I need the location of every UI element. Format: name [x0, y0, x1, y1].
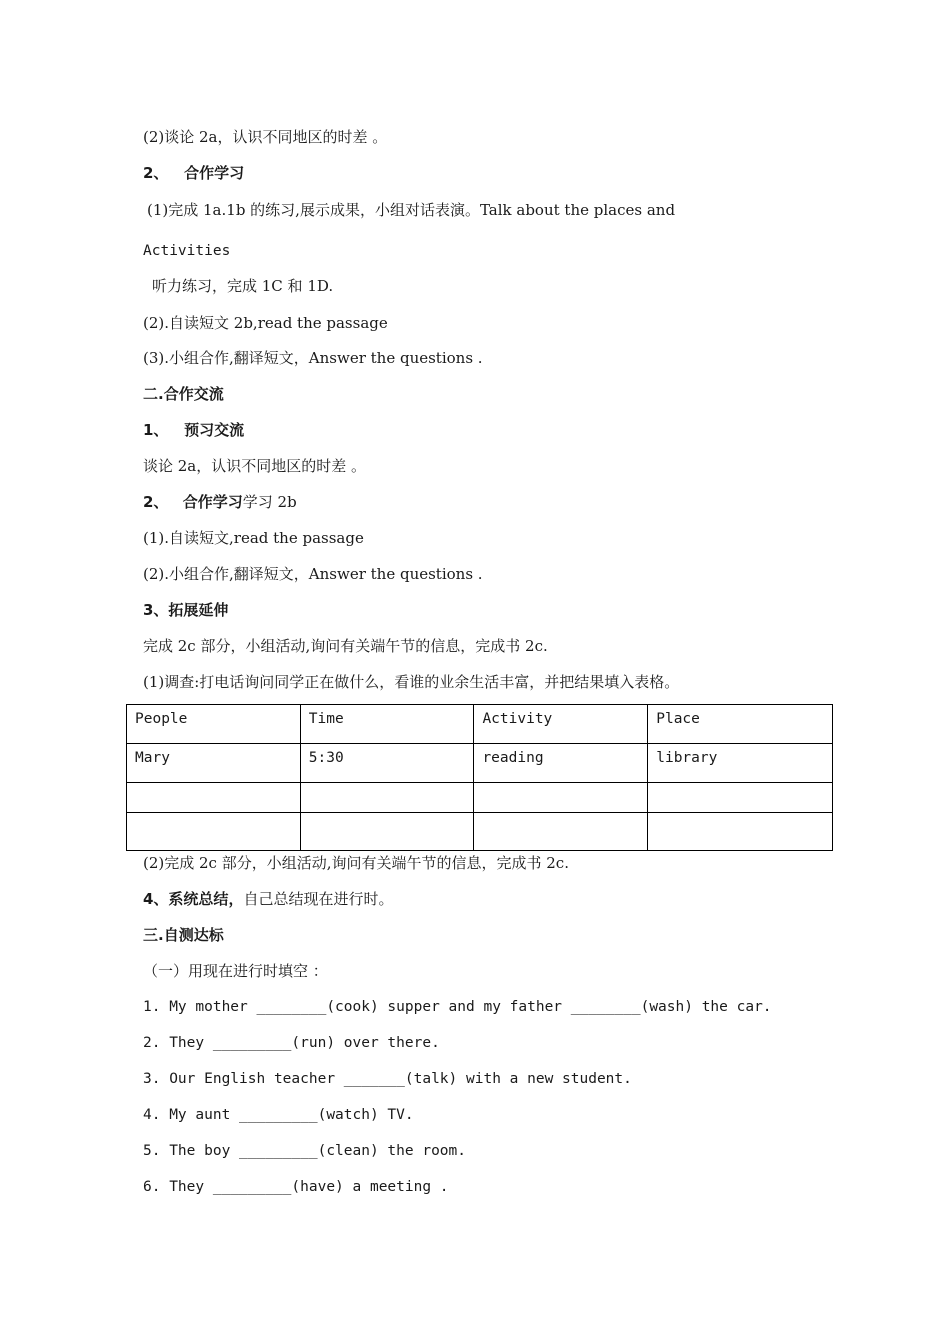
heading-number: 2、 [143, 164, 169, 182]
text-line: Activities [143, 243, 231, 259]
table-header-cell: Place [648, 705, 833, 744]
table-row [127, 783, 833, 813]
section-heading [143, 889, 393, 909]
heading-rest: 自己总结现在进行时。 [243, 890, 394, 908]
section-heading: 3、拓展延伸 [143, 601, 229, 619]
table-cell-empty [300, 783, 474, 813]
section-heading: 二.合作交流 [143, 385, 224, 403]
text-line: (3).小组合作,翻译短文，Answer the questions . [143, 349, 483, 367]
exercise-item: 4. My aunt _________(watch) TV. [143, 1107, 414, 1123]
table-cell: reading [474, 744, 648, 783]
heading-rest: 学习 2b [242, 493, 297, 511]
heading-number: 1、 [143, 421, 169, 439]
text-line: (2).小组合作,翻译短文，Answer the questions . [143, 565, 483, 583]
heading-title: 合作学习 [184, 164, 245, 182]
table-cell-empty [127, 783, 301, 813]
table-cell-empty [474, 813, 648, 851]
text-line: (1).自读短文,read the passage [143, 529, 364, 547]
text-line: 完成 2c 部分，小组活动,询问有关端午节的信息，完成书 2c. [143, 637, 548, 655]
text-line: 听力练习，完成 1C 和 1D. [152, 277, 334, 295]
table-cell: library [648, 744, 833, 783]
table-cell-empty [127, 813, 301, 851]
text-line: (2).自读短文 2b,read the passage [143, 314, 388, 332]
exercise-item: 2. They _________(run) over there. [143, 1035, 440, 1051]
table-header-cell: People [127, 705, 301, 744]
exercise-item: 3. Our English teacher _______(talk) with a new student. [143, 1071, 632, 1087]
table-cell: 5:30 [300, 744, 474, 783]
text-line: 谈论 2a，认识不同地区的时差 。 [143, 457, 367, 475]
survey-table [126, 704, 833, 851]
section-heading [143, 163, 244, 183]
table-header-row [127, 705, 833, 744]
table-row [127, 744, 833, 783]
text-line: (2)完成 2c 部分，小组活动,询问有关端午节的信息，完成书 2c. [143, 854, 569, 872]
table-cell-empty [474, 783, 648, 813]
text-line: （一）用现在进行时填空 ： [143, 962, 328, 980]
section-heading: 三.自测达标 [143, 926, 224, 944]
heading-title: 合作学习 [182, 493, 243, 511]
table-cell-empty [300, 813, 474, 851]
exercise-item: 5. The boy _________(clean) the room. [143, 1143, 467, 1159]
heading-number: 2、 [143, 493, 169, 511]
heading-title: 预习交流 [184, 421, 245, 439]
section-heading [143, 492, 297, 512]
text-line: (1)调查:打电话询问同学正在做什么，看谁的业余生活丰富，并把结果填入表格。 [143, 673, 680, 691]
exercise-item: 6. They _________(have) a meeting . [143, 1179, 449, 1195]
section-heading [143, 420, 244, 440]
table-cell-empty [648, 783, 833, 813]
text-line: (1)完成 1a.1b 的练习,展示成果，小组对话表演。Talk about the places and [147, 201, 676, 219]
text-line: (2)谈论 2a，认识不同地区的时差 。 [143, 128, 388, 146]
heading-title: 4、系统总结， [143, 890, 244, 908]
table-cell: Mary [127, 744, 301, 783]
table-row [127, 813, 833, 851]
table-header-cell: Time [300, 705, 474, 744]
exercise-item: 1. My mother ________(cook) supper and my father ________(wash) the car. [143, 999, 772, 1015]
table-header-cell: Activity [474, 705, 648, 744]
table-cell-empty [648, 813, 833, 851]
